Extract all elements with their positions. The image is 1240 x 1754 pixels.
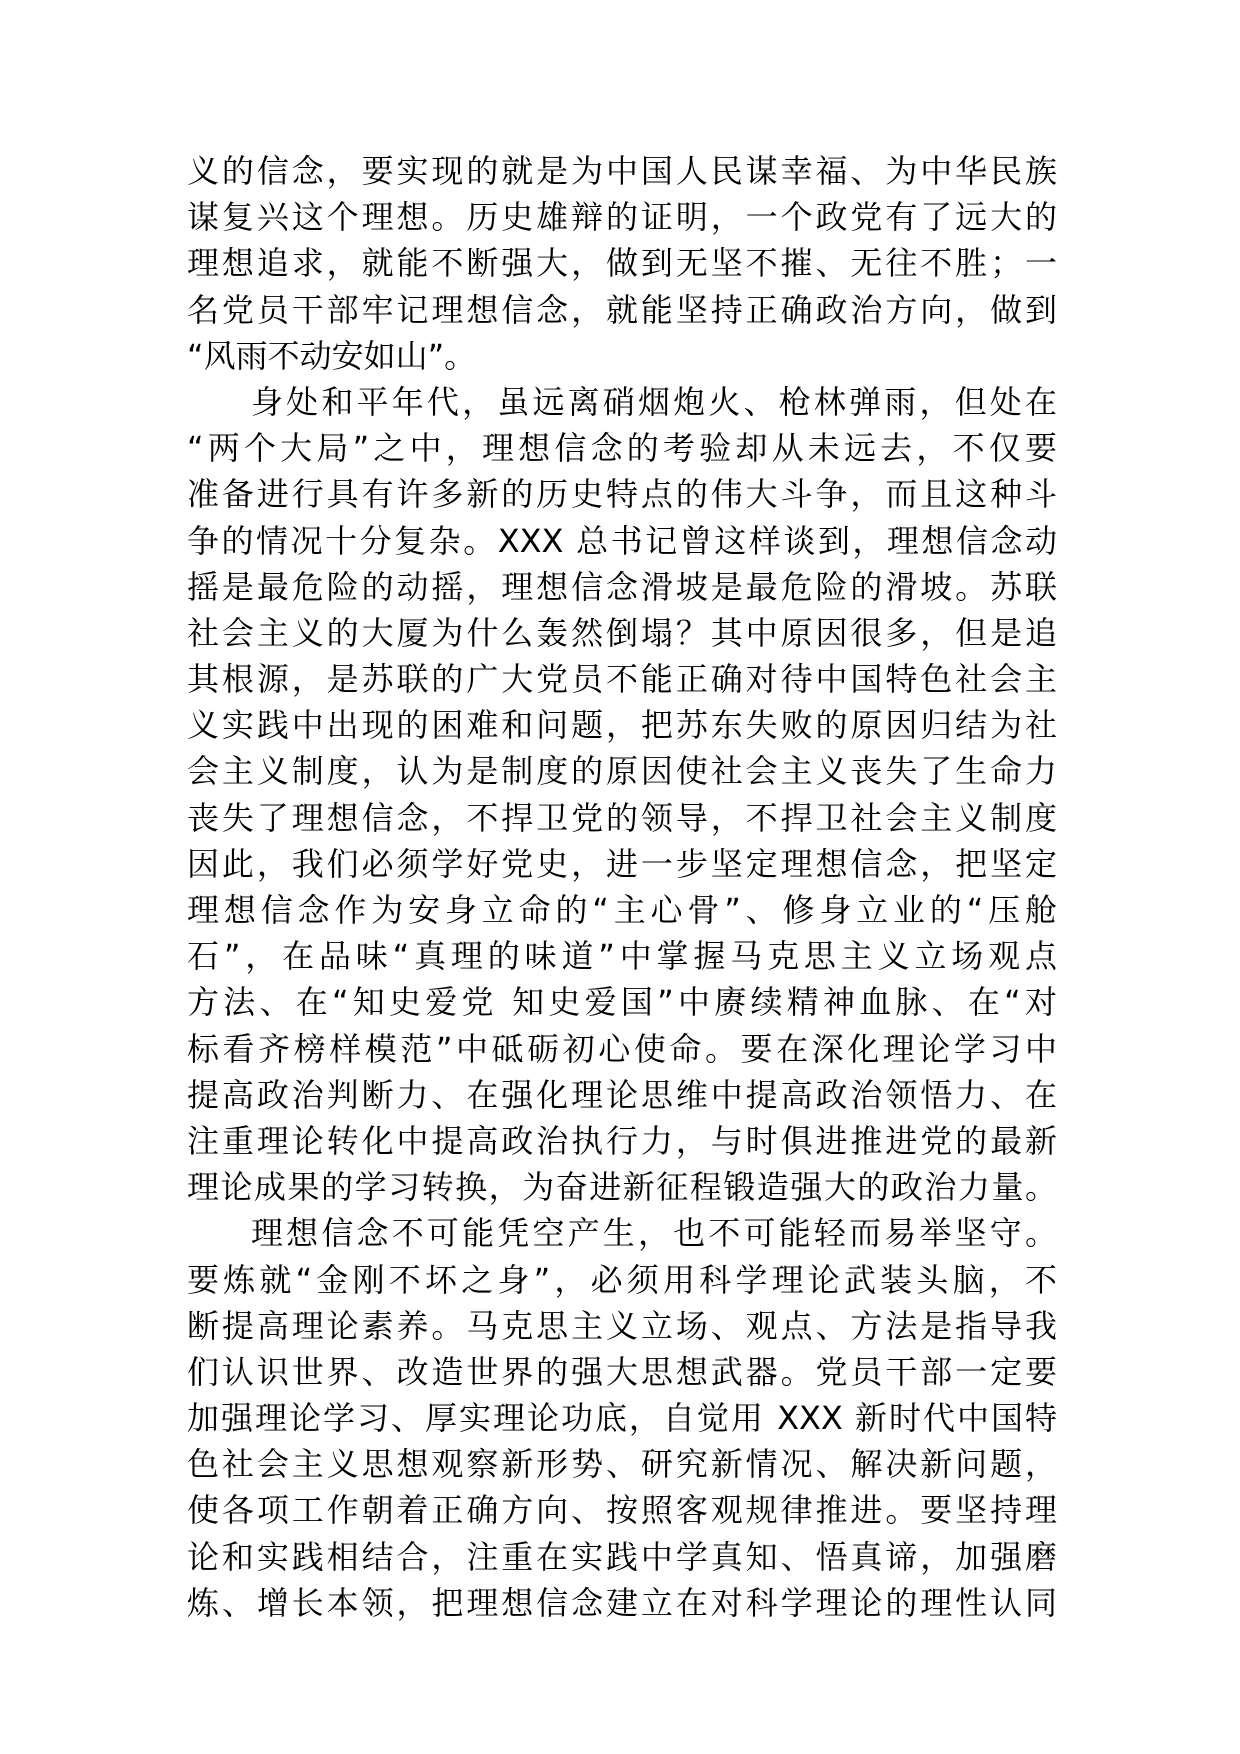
- text-line: 注重理论转化中提高政治执行力，与时俱进推进党的最新: [187, 1121, 1057, 1160]
- text-line: 提高政治判断力、在强化理论思维中提高政治领悟力、在: [187, 1075, 1057, 1114]
- text-line: 争的情况十分复杂。XXX 总书记曾这样谈到，理想信念动: [187, 521, 1057, 560]
- document-body: [187, 148, 1057, 1626]
- text-line: “两个大局”之中，理想信念的考验却从未远去，不仅要: [187, 429, 1057, 468]
- text-line: 丧失了理想信念，不捍卫党的领导，不捍卫社会主义制度: [187, 798, 1057, 837]
- text-line: 义的信念，要实现的就是为中国人民谋幸福、为中华民族: [187, 152, 1057, 190]
- text-line: 使各项工作朝着正确方向、按照客观规律推进。要坚持理: [187, 1491, 1057, 1530]
- paragraph-first-line: 理想信念不可能凭空产生，也不可能轻而易举坚守。: [251, 1214, 1057, 1253]
- text-line: 摇是最危险的动摇，理想信念滑坡是最危险的滑坡。苏联: [187, 567, 1057, 606]
- text-line: 名党员干部牢记理想信念，就能坚持正确政治方向，做到: [187, 290, 1057, 329]
- text-line: 论和实践相结合，注重在实践中学真知、悟真谛，加强磨: [187, 1537, 1057, 1576]
- text-line: 标看齐榜样模范”中砥砺初心使命。要在深化理论学习中: [187, 1029, 1057, 1068]
- text-line: 理想信念作为安身立命的“主心骨”、修身立业的“压舱: [187, 891, 1057, 929]
- paragraph-first-line: 身处和平年代，虽远离硝烟炮火、枪林弹雨，但处在: [251, 382, 1057, 421]
- text-line: 因此，我们必须学好党史，进一步坚定理想信念，把坚定: [187, 844, 1057, 883]
- text-line: 加强理论学习、厚实理论功底，自觉用 XXX 新时代中国特: [187, 1399, 1057, 1438]
- text-line: “风雨不动安如山”。: [187, 336, 477, 375]
- text-line: 会主义制度，认为是制度的原因使社会主义丧失了生命力: [187, 752, 1057, 791]
- text-line: 们认识世界、改造世界的强大思想武器。党员干部一定要: [187, 1352, 1057, 1391]
- text-line: 谋复兴这个理想。历史雄辩的证明，一个政党有了远大的: [187, 198, 1057, 237]
- text-line: 准备进行具有许多新的历史特点的伟大斗争，而且这种斗: [187, 475, 1057, 514]
- text-line: 社会主义的大厦为什么轰然倒塌？其中原因很多，但是追: [187, 613, 1057, 652]
- text-line: 理想追求，就能不断强大，做到无坚不摧、无往不胜；一: [187, 244, 1057, 283]
- text-line: 方法、在“知史爱党 知史爱国”中赓续精神血脉、在“对: [187, 983, 1057, 1022]
- text-line: 炼、增长本领，把理想信念建立在对科学理论的理性认同: [187, 1583, 1057, 1622]
- text-line: 要炼就“金刚不坏之身”，必须用科学理论武装头脑，不: [187, 1260, 1057, 1299]
- text-line: 其根源，是苏联的广大党员不能正确对待中国特色社会主: [187, 660, 1057, 699]
- text-line: 理论成果的学习转换，为奋进新征程锻造强大的政治力量。: [187, 1168, 1057, 1207]
- text-line: 石”，在品味“真理的味道”中掌握马克思主义立场观点: [187, 937, 1057, 976]
- text-line: 断提高理论素养。马克思主义立场、观点、方法是指导我: [187, 1306, 1057, 1345]
- text-line: 义实践中出现的困难和问题，把苏东失败的原因归结为社: [187, 706, 1057, 745]
- text-line: 色社会主义思想观察新形势、研究新情况、解决新问题，: [187, 1445, 1057, 1484]
